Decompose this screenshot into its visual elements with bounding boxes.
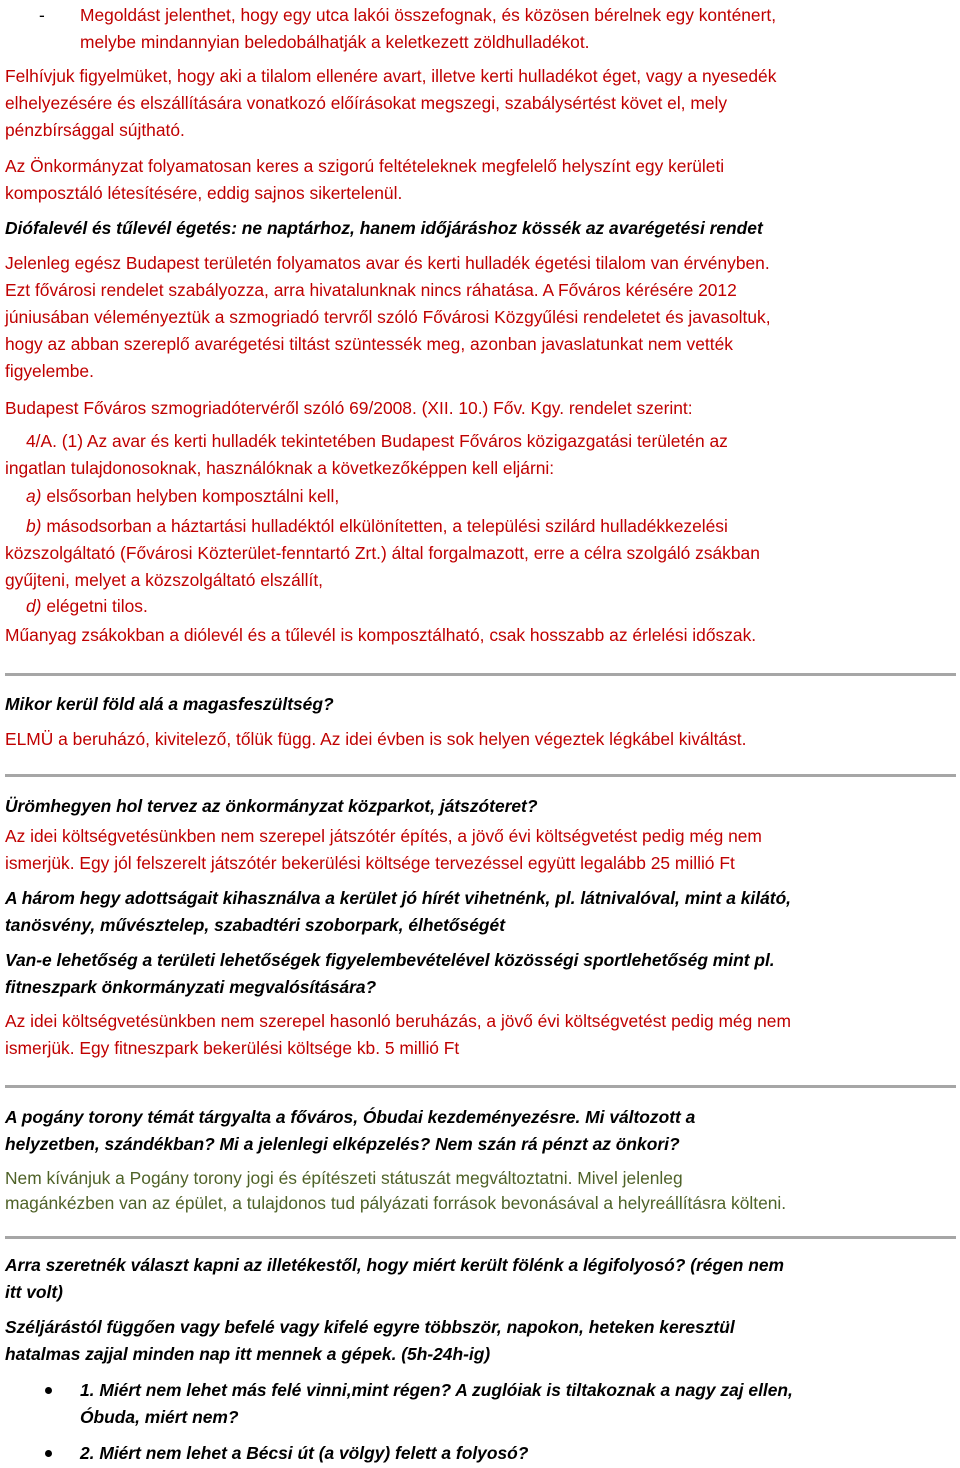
- text-line: Ezt fővárosi rendelet szabályozza, arra hivatalunknak nincs ráhatása. A Főváros kérésére 2012: [5, 280, 737, 300]
- item-letter: b): [26, 516, 42, 536]
- answer-park-playground: [5, 823, 957, 877]
- text-line: Arra szeretnék választ kapni az illetékestől, hogy miért került fölénk a légifolyosó? (régen nem: [5, 1255, 784, 1275]
- air-corridor-details: [5, 1314, 957, 1368]
- item-text: másodsorban a háztartási hulladéktól elkülönítetten, a települési szilárd hulladékkezelési: [46, 516, 728, 536]
- text-line: A pogány torony témát tárgyalta a főváros, Óbudai kezdeményezésre. Mi változott a: [5, 1107, 696, 1127]
- composting-site-paragraph: [5, 153, 957, 207]
- text-line: Felhívjuk figyelmüket, hogy aki a tilalom ellenére avart, illetve kerti hulladékot éget, vagy a nyesedék: [5, 66, 777, 86]
- text-line: 4/A. (1) Az avar és kerti hulladék tekintetében Budapest Főváros közigazgatási területén az: [26, 431, 728, 451]
- intro-line-2: melybe mindannyian beledobálhatják a keletkezett zöldhulladékot.: [80, 32, 590, 52]
- text-line: Az idei költségvetésünkben nem szerepel játszótér építés, a jövő évi költségvetést pedig még nem: [5, 826, 762, 846]
- text-line: ismerjük. Egy fitneszpark bekerülési költsége kb. 5 millió Ft: [5, 1038, 460, 1058]
- question-high-voltage: Mikor kerül föld alá a magasfeszültség?: [5, 694, 334, 714]
- text-line: hatalmas zajjal minden nap itt mennek a gépek. (5h-24h-ig): [5, 1344, 491, 1364]
- text-line: ismerjük. Egy jól felszerelt játszótér bekerülési költsége tervezéssel együtt legalább 25 millió Ft: [5, 853, 735, 873]
- question-air-corridor: [5, 1252, 957, 1306]
- text-line: elhelyezésére és elszállítására vonatkozó előírásokat megszegi, szabálysértést követ el, mely: [5, 93, 728, 113]
- question-fitness-park: [5, 947, 957, 1001]
- item-letter: a): [26, 486, 42, 506]
- text-line: Óbuda, miért nem?: [80, 1407, 239, 1427]
- text-line: Széljárástól függően vagy befelé vagy kifelé egyre többször, napokon, heteken keresztül: [5, 1317, 735, 1337]
- text-line: júniusában véleményeztük a szmogriadó tervről szóló Fővárosi Közgyűlési rendeletet és javasoltuk,: [5, 307, 771, 327]
- text-line: A három hegy adottságait kihasználva a kerület jó hírét vihetnénk, pl. látnivalóval, mint a kilátó,: [5, 888, 792, 908]
- answer-fitness-park: [5, 1008, 957, 1062]
- regulation-item-a: [26, 483, 960, 510]
- section-divider: [5, 673, 956, 676]
- fine-warning-paragraph: [5, 63, 957, 144]
- plastic-bag-note: Műanyag zsákokban a diólevél és a tűlevél is komposztálható, csak hosszabb az érlelési időszak.: [5, 625, 757, 645]
- text-line: pénzbírsággal sújtható.: [5, 120, 185, 140]
- section-divider: [5, 774, 956, 777]
- regulation-item-b: [5, 513, 957, 594]
- question-pagan-tower: [5, 1104, 957, 1158]
- text-line: 1. Miért nem lehet más felé vinni,mint régen? A zuglóiak is tiltakoznak a nagy zaj ellen,: [80, 1380, 793, 1400]
- item-text: elégetni tilos.: [46, 596, 148, 616]
- bullet-icon: [45, 1450, 52, 1457]
- answer-leaf-burning: [5, 250, 957, 385]
- regulation-paragraph-1: [5, 428, 957, 482]
- intro-line-1: Megoldást jelenthet, hogy egy utca lakói összefognak, és közösen bérelnek egy konténert,: [80, 5, 777, 25]
- section-divider: [5, 1236, 956, 1239]
- bullet-item-1: [5, 1377, 957, 1431]
- text-line: Van-e lehetőség a területi lehetőségek figyelembevételével közösségi sportlehetőség mint pl.: [5, 950, 775, 970]
- text-line: helyzetben, szándékban? Mi a jelenlegi elképzelés? Nem szán rá pénzt az önkori?: [5, 1134, 680, 1154]
- suggestion-three-hills: [5, 885, 957, 939]
- text-line: ingatlan tulajdonosoknak, használóknak a következőképpen kell eljárni:: [5, 458, 555, 478]
- question-park-playground: Ürömhegyen hol tervez az önkormányzat közparkot, játszóteret?: [5, 796, 538, 816]
- text-line: hogy az abban szereplő avarégetési tiltást szüntessék meg, azonban javaslatunkat nem vették: [5, 334, 733, 354]
- text-line: tanösvény, művésztelep, szabadtéri szoborpark, élhetőségét: [5, 915, 505, 935]
- text-line: magánkézben van az épület, a tulajdonos tud pályázati források bevonásával a helyreállításra költeni.: [5, 1193, 787, 1213]
- regulation-item-d: [26, 593, 960, 620]
- text-line: Nem kívánjuk a Pogány torony jogi és építészeti státuszát megváltoztatni. Mivel jelenleg: [5, 1168, 683, 1188]
- text-line: Az idei költségvetésünkben nem szerepel hasonló beruházás, a jövő évi költségvetést pedig még nem: [5, 1011, 791, 1031]
- text-line: Jelenleg egész Budapest területén folyamatos avar és kerti hulladék égetési tilalom van érvényben.: [5, 253, 770, 273]
- item-letter: d): [26, 596, 42, 616]
- answer-high-voltage: ELMÜ a beruházó, kivitelező, tőlük függ. Az idei évben is sok helyen végeztek légkábel kiváltást.: [5, 729, 747, 749]
- list-dash: -: [39, 5, 45, 25]
- text-line: itt volt): [5, 1282, 63, 1302]
- bullet-item-2: [5, 1440, 957, 1467]
- text-line: fitneszpark önkormányzati megvalósítására?: [5, 977, 377, 997]
- text-line: gyűjteni, melyet a közszolgáltató elszállít,: [5, 570, 324, 590]
- regulation-title: Budapest Főváros szmogriadótervéről szóló 69/2008. (XII. 10.) Főv. Kgy. rendelet szerint:: [5, 398, 693, 418]
- text-line: 2. Miért nem lehet a Bécsi út (a völgy) felett a folyosó?: [80, 1443, 529, 1463]
- text-line: komposztáló létesítésére, eddig sajnos sikertelenül.: [5, 183, 403, 203]
- question-leaf-burning: Diófalevél és tűlevél égetés: ne naptárhoz, hanem időjáráshoz kössék az avarégetési rendet: [5, 218, 763, 238]
- answer-pagan-tower: [5, 1166, 957, 1216]
- text-line: figyelembe.: [5, 361, 94, 381]
- bullet-icon: [45, 1387, 52, 1394]
- item-text: elsősorban helyben komposztálni kell,: [46, 486, 340, 506]
- text-line: Az Önkormányzat folyamatosan keres a szigorú feltételeknek megfelelő helyszínt egy kerületi: [5, 156, 725, 176]
- text-line: közszolgáltató (Fővárosi Közterület-fenntartó Zrt.) által forgalmazott, erre a célra szolgáló zsákban: [5, 543, 760, 563]
- section-divider: [5, 1085, 956, 1088]
- intro-list-item: [5, 2, 957, 56]
